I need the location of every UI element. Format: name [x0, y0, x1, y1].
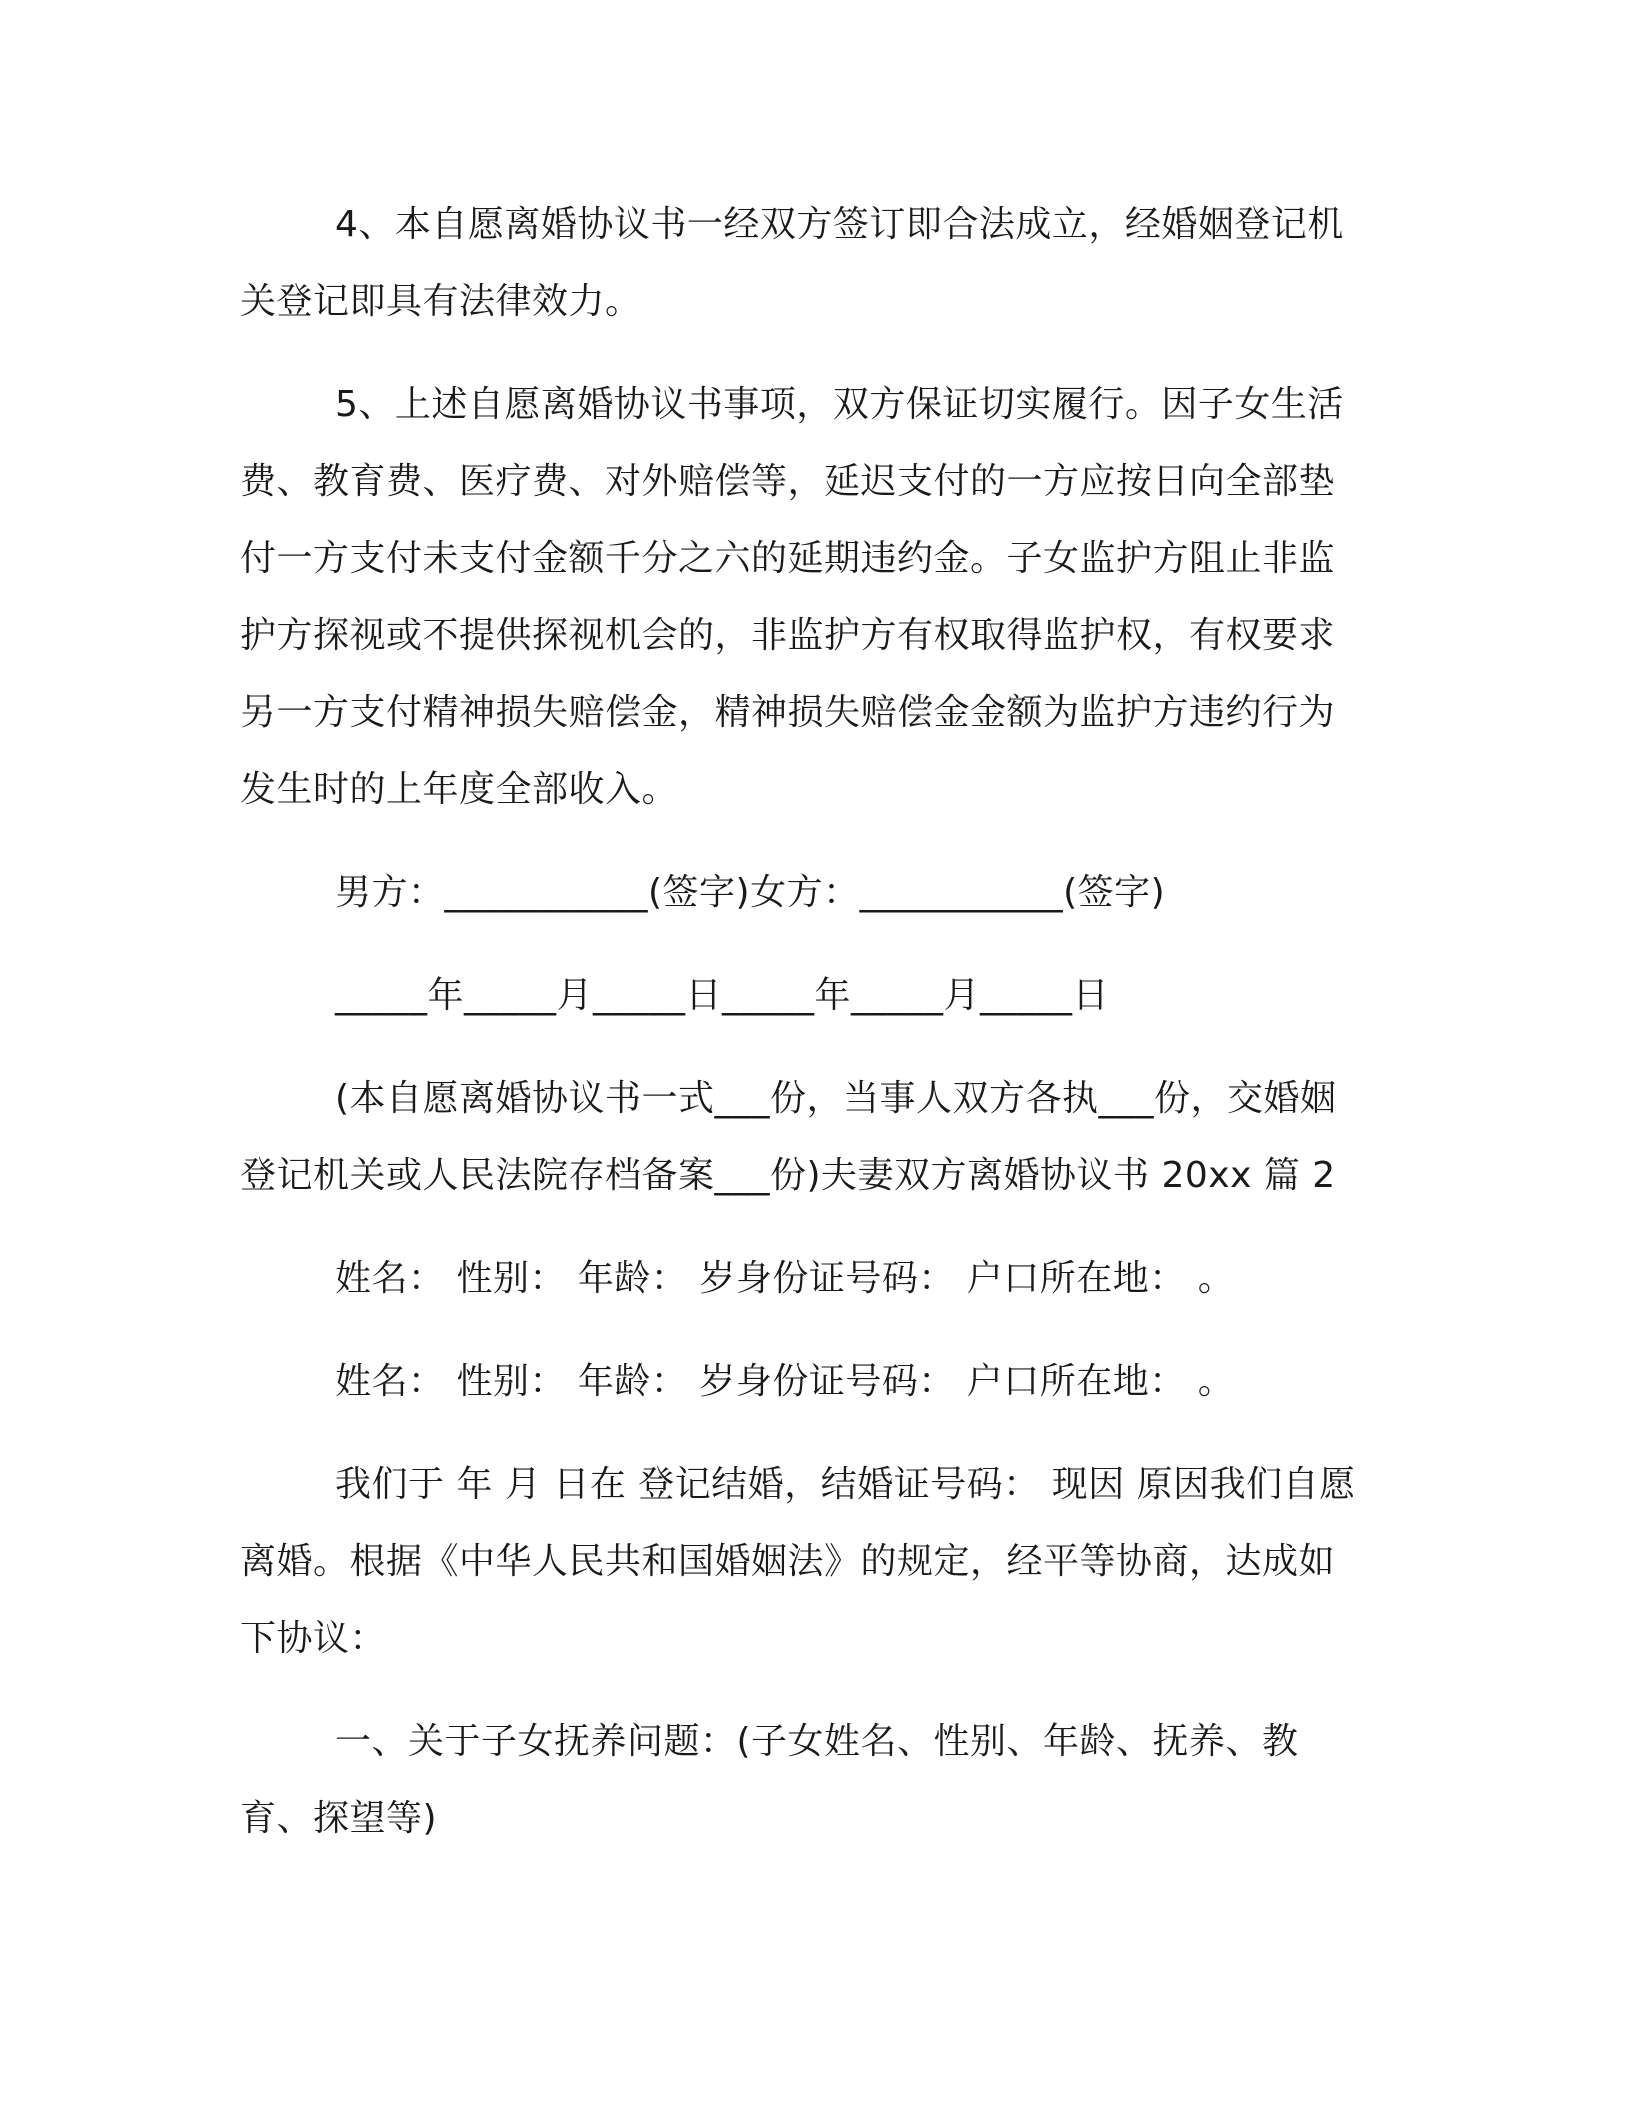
section-1-heading-paragraph: 一、关于子女抚养问题：(子女姓名、性别、年龄、抚养、教育、探望等)	[240, 1721, 1299, 1839]
date-line: _____年_____月_____日_____年_____月_____日	[335, 975, 1110, 1016]
copies-note-paragraph: (本自愿离婚协议书一式___份，当事人双方各执___份，交婚姻登记机关或人民法院存档备案___份)夫妻双方离婚协议书 20xx 篇 2	[240, 1078, 1337, 1196]
clause-5-paragraph: 5、上述自愿离婚协议书事项，双方保证切实履行。因子女生活费、教育费、医疗费、对外赔偿等，延迟支付的一方应按日向全部垫付一方支付未支付金额千分之六的延期违约金。子女监护方阻止非监护方探视或不提供探视机会的，非监护方有权取得监护权，有权要求另一方支付精神损失赔偿金，精神损失赔偿金金额为监护方违约行为发生时的上年度全部收入。	[240, 384, 1344, 810]
signature-line: 男方：___________(签字)女方：___________(签字)	[335, 872, 1166, 913]
party-info-line: 姓名： 性别： 年龄： 岁身份证号码： 户口所在地： 。	[335, 1361, 1235, 1402]
party-info-line: 姓名： 性别： 年龄： 岁身份证号码： 户口所在地： 。	[335, 1258, 1235, 1299]
marriage-statement-paragraph: 我们于 年 月 日在 登记结婚，结婚证号码： 现因 原因我们自愿离婚。根据《中华人民共和国婚姻法》的规定，经平等协商，达成如下协议：	[240, 1464, 1356, 1659]
document-body	[240, 186, 1370, 1883]
clause-4-paragraph: 4、本自愿离婚协议书一经双方签订即合法成立，经婚姻登记机关登记即具有法律效力。	[240, 204, 1344, 322]
